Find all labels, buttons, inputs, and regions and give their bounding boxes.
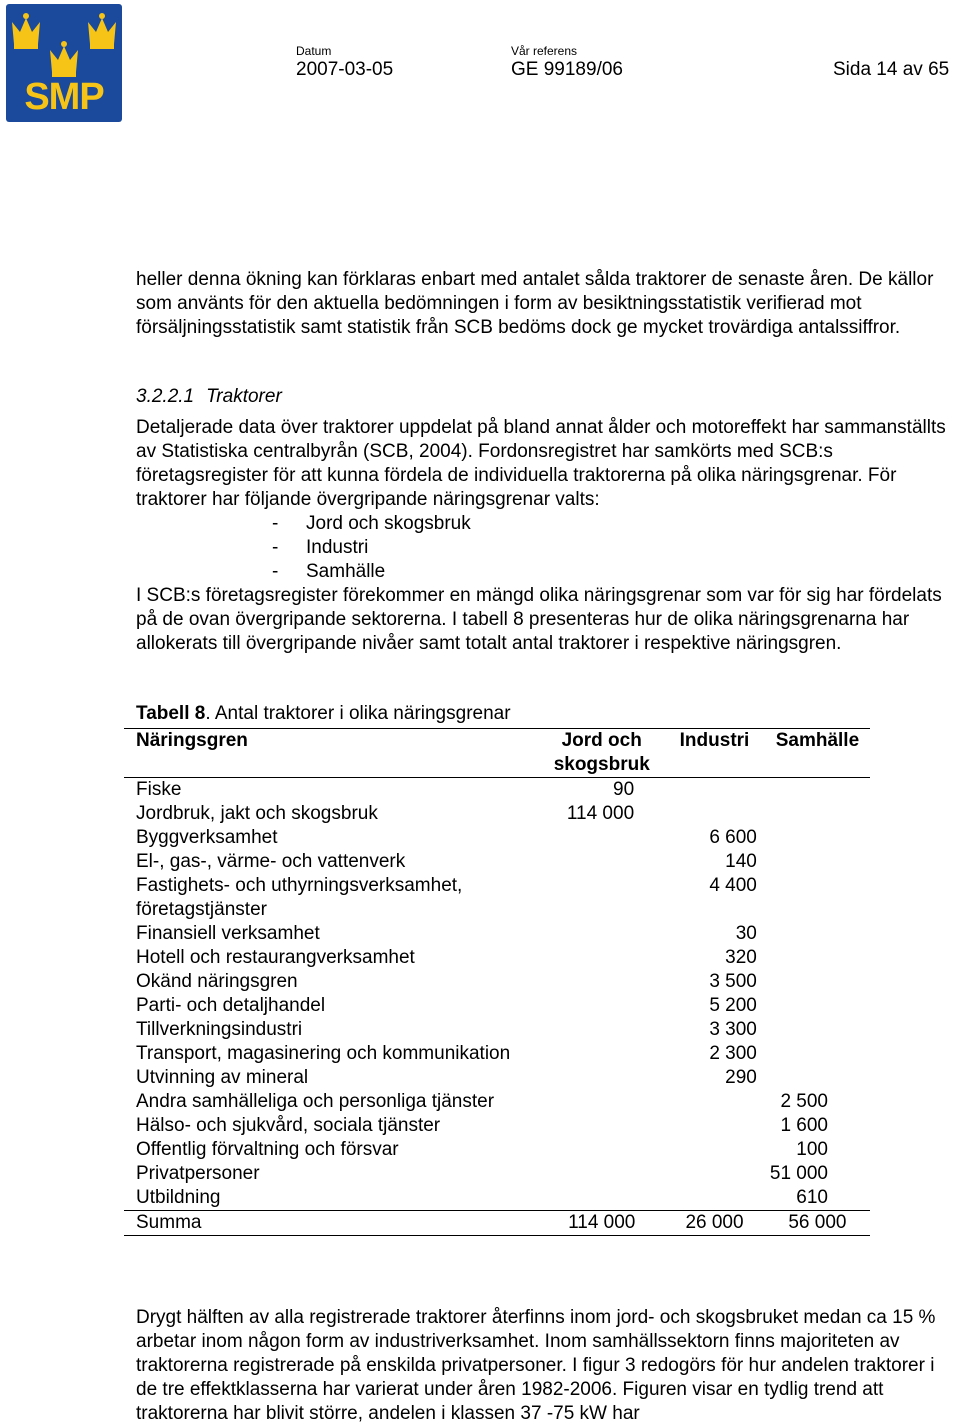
cell-samhalle [765, 994, 870, 1018]
table-row [124, 1186, 870, 1211]
table-row [124, 1090, 870, 1114]
date-value: 2007-03-05 [296, 59, 394, 80]
cell-jord [539, 994, 664, 1018]
reference-value: GE 99189/06 [511, 59, 623, 80]
cell-samhalle [765, 802, 870, 826]
table-row [124, 850, 870, 874]
table-row [124, 1066, 870, 1090]
cell-jord [539, 874, 664, 922]
cell-samhalle [765, 850, 870, 874]
cell-naringsgren: Offentlig förvaltning och försvar [136, 1139, 399, 1160]
cell-jord: 114 000 [566, 803, 635, 824]
table-row [124, 874, 870, 922]
table-row [124, 778, 870, 803]
cell-industri: 5 200 [709, 995, 757, 1016]
paragraph-1: Detaljerade data över traktorer uppdelat på bland annat ålder och motoreffekt har sammanställts av Statistiska centralbyrån (SCB, 2004). Fordonsregistret har samkörts med SCB:s företagsregister för att kunna fördela de individuella traktorerna på olika näringsgrenar. För traktorer har följande övergripande näringsgrenar valts: [136, 417, 946, 510]
table-row [124, 922, 870, 946]
cell-industri: 6 600 [709, 827, 757, 848]
cell-jord [539, 826, 664, 850]
cell-naringsgren: Hotell och restaurangverksamhet [136, 947, 415, 968]
sum-cell-industri: 26 000 [664, 1211, 765, 1236]
cell-samhalle [765, 1018, 870, 1042]
cell-samhalle [765, 826, 870, 850]
cell-industri [664, 1186, 765, 1211]
header-samhalle: Samhälle [765, 729, 870, 778]
paragraph-2: I SCB:s företagsregister förekommer en mängd olika näringsgrenar som var för sig har fördelats på de ovan övergripande sektorerna. I tabell 8 presenteras hur de olika näringsgrenarna har allokerats till övergripande nivåer samt totalt antal traktorer i respektive näringsgren. [136, 585, 942, 654]
table-caption-text: . Antal traktorer i olika näringsgrenar [205, 703, 511, 724]
table-row [124, 826, 870, 850]
table-row [124, 946, 870, 970]
header-jord-och-skogsbruk: Jord och skogsbruk [539, 729, 664, 778]
cell-samhalle [765, 1042, 870, 1066]
cell-naringsgren: Byggverksamhet [136, 827, 278, 848]
tractor-table [124, 728, 870, 1236]
cell-naringsgren: El-, gas-, värme- och vattenverk [136, 851, 406, 872]
cell-jord [539, 922, 664, 946]
section-title: Traktorer [206, 386, 282, 407]
cell-industri: 4 400 [709, 875, 757, 896]
cell-industri [664, 1162, 765, 1186]
cell-samhalle: 100 [796, 1139, 828, 1160]
cell-samhalle: 1 600 [780, 1115, 828, 1136]
cell-jord [539, 1162, 664, 1186]
sum-cell-naringsgren: Summa [124, 1211, 539, 1236]
cell-naringsgren: Transport, magasinering och kommunikation [136, 1043, 511, 1064]
cell-samhalle: 51 000 [769, 1163, 828, 1184]
cell-naringsgren: Jordbruk, jakt och skogsbruk [136, 803, 378, 824]
header-industri: Industri [664, 729, 765, 778]
cell-naringsgren: Privatpersoner [136, 1163, 260, 1184]
cell-jord [539, 1042, 664, 1066]
cell-jord [539, 946, 664, 970]
cell-jord [539, 1186, 664, 1211]
cell-jord [539, 1114, 664, 1138]
table-row [124, 1114, 870, 1138]
table-caption-label: Tabell 8 [136, 703, 206, 724]
cell-industri: 3 300 [709, 1019, 757, 1040]
cell-samhalle [765, 946, 870, 970]
cell-naringsgren: Parti- och detaljhandel [136, 995, 326, 1016]
table-header-row [124, 729, 870, 778]
table-row [124, 970, 870, 994]
cell-samhalle: 2 500 [780, 1091, 828, 1112]
cell-naringsgren: Hälso- och sjukvård, sociala tjänster [136, 1115, 441, 1136]
table-row [124, 1018, 870, 1042]
intro-paragraph: heller denna ökning kan förklaras enbart med antalet sålda traktorer de senaste åren. De källor som använts för den aktuella bedömningen i form av besiktningsstatistik verifierad mot försäljningsstatistik samt statistik från SCB bedöms dock ge mycket trovärdiga antalssiffror. [136, 269, 934, 338]
cell-industri: 320 [725, 947, 757, 968]
sum-cell-jord: 114 000 [539, 1211, 664, 1236]
cell-industri: 30 [735, 923, 757, 944]
page-number: Sida 14 av 65 [833, 59, 950, 80]
cell-industri: 3 500 [709, 971, 757, 992]
cell-samhalle [765, 1066, 870, 1090]
cell-industri [664, 802, 765, 826]
cell-naringsgren: Andra samhälleliga och personliga tjänster [136, 1091, 495, 1112]
cell-jord [539, 1018, 664, 1042]
cell-industri [664, 1114, 765, 1138]
section-number: 3.2.2.1 [136, 386, 195, 407]
table-row [124, 994, 870, 1018]
cell-industri [664, 1090, 765, 1114]
cell-industri: 290 [725, 1067, 757, 1088]
table-row [124, 802, 870, 826]
table-caption [136, 703, 511, 725]
cell-samhalle [765, 922, 870, 946]
table-row [124, 1042, 870, 1066]
reference-label: Vår referens [511, 44, 578, 58]
cell-naringsgren: Finansiell verksamhet [136, 923, 320, 944]
cell-industri: 2 300 [709, 1043, 757, 1064]
paragraph-3: Drygt hälften av alla registrerade traktorer återfinns inom jord- och skogsbruket medan ca 15 % arbetar inom någon form av industriverksamhet. Inom samhällssektorn finns majoriteten av traktorerna registrerade på enskilda privatpersoner. I figur 3 redogörs för hur andelen traktorer i de tre effektklasserna har varierat under åren 1982-2006. Figuren visar en tydlig trend att traktorerna har blivit större, andelen i klassen 37 -75 kW har [136, 1307, 936, 1424]
cell-jord: 90 [613, 779, 635, 800]
smp-logo [6, 4, 122, 122]
cell-naringsgren: Okänd näringsgren [136, 971, 298, 992]
cell-jord [539, 850, 664, 874]
table-row [124, 1138, 870, 1162]
cell-naringsgren: Tillverkningsindustri [136, 1019, 303, 1040]
cell-jord [539, 1066, 664, 1090]
section-heading [136, 386, 294, 408]
header-naringsgren: Näringsgren [124, 729, 539, 778]
cell-samhalle [765, 874, 870, 922]
cell-samhalle [765, 778, 870, 803]
cell-jord [539, 970, 664, 994]
cell-samhalle: 610 [796, 1187, 828, 1208]
table-row [124, 1162, 870, 1186]
cell-naringsgren: Utvinning av mineral [136, 1067, 309, 1088]
date-label: Datum [296, 44, 332, 58]
cell-jord [539, 1138, 664, 1162]
cell-industri [664, 778, 765, 803]
cell-naringsgren: Utbildning [136, 1187, 221, 1208]
sum-cell-samhalle: 56 000 [765, 1211, 870, 1236]
table-sum-row [124, 1211, 870, 1236]
cell-jord [539, 1090, 664, 1114]
cell-industri [664, 1138, 765, 1162]
cell-industri: 140 [725, 851, 757, 872]
logo-text: SMP [24, 76, 104, 118]
cell-naringsgren: Fastighets- och uthyrningsverksamhet, företagstjänster [136, 875, 463, 920]
cell-naringsgren: Fiske [136, 779, 182, 800]
crown-icon [6, 4, 122, 84]
cell-samhalle [765, 970, 870, 994]
